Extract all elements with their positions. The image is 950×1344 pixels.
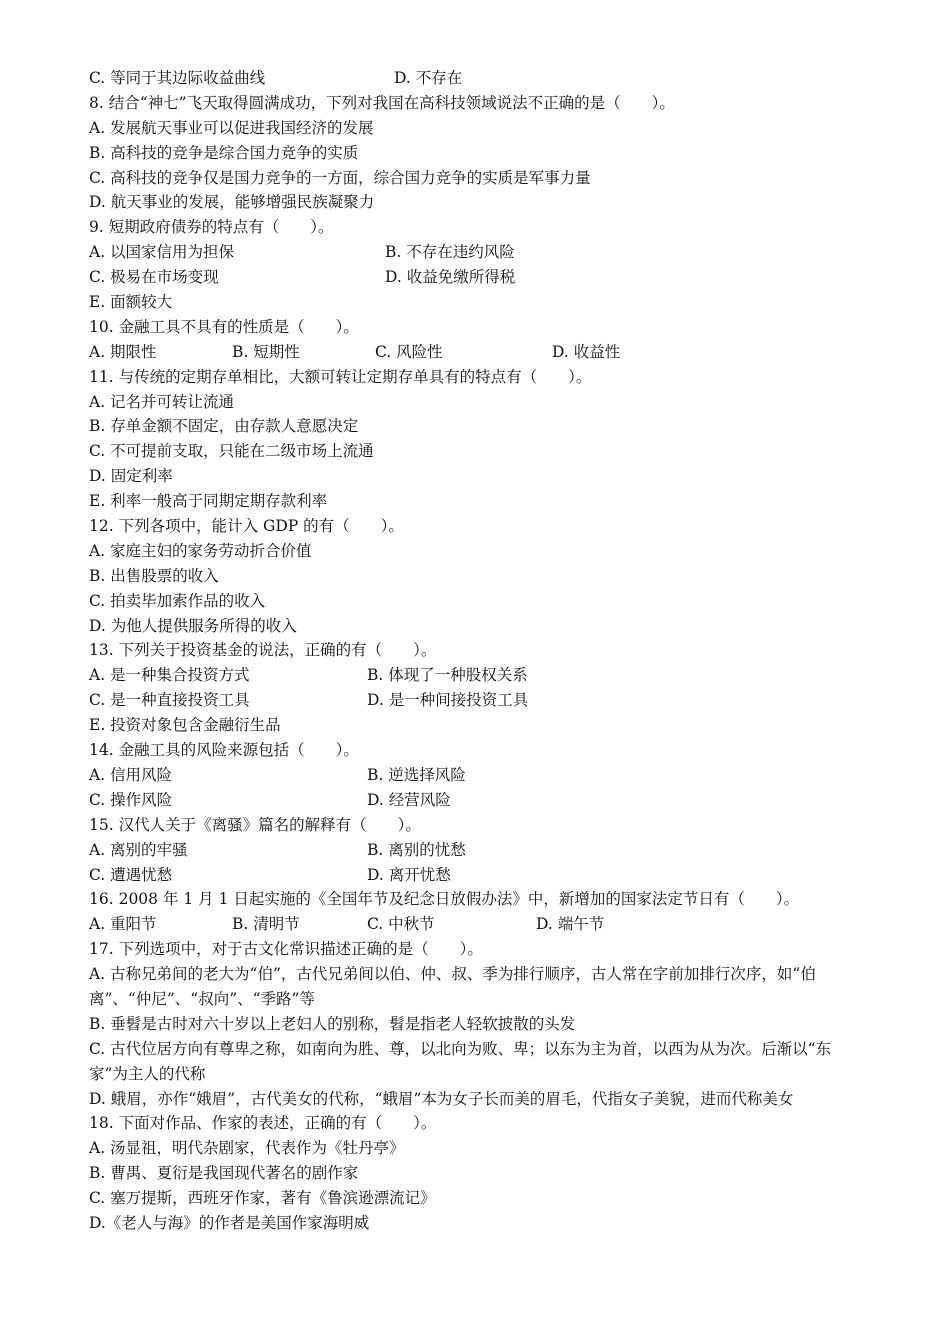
option-a: A. 信用风险 bbox=[89, 765, 173, 784]
option-d: D. 蛾眉，亦作“娥眉”，古代美女的代称，“蛾眉”本为女子长而美的眉毛，代指女子美貌，进而代称美女 bbox=[89, 1089, 794, 1108]
option-d: D.《老人与海》的作者是美国作家海明威 bbox=[89, 1214, 370, 1233]
question-9-options-cd bbox=[89, 265, 869, 290]
question-16: 16. 2008 年 1 月 1 日起实施的《全国年节及纪念日放假办法》中，新增加的国家法定节日有（ ）。 bbox=[89, 890, 800, 909]
option-a: A. 发展航天事业可以促进我国经济的发展 bbox=[89, 118, 374, 137]
option-d: D. 固定利率 bbox=[89, 467, 173, 486]
option-b: B. 存单金额不固定，由存款人意愿决定 bbox=[89, 417, 359, 436]
option-d: D. 是一种间接投资工具 bbox=[367, 691, 529, 710]
question-14: 14. 金融工具的风险来源包括（ ）。 bbox=[89, 741, 359, 760]
option-a: A. 记名并可转让流通 bbox=[89, 392, 235, 411]
option-b: B. 高科技的竞争是综合国力竞争的实质 bbox=[89, 143, 359, 162]
option-c: C. 操作风险 bbox=[89, 790, 173, 809]
question-18: 18. 下面对作品、作家的表述，正确的有（ ）。 bbox=[89, 1114, 437, 1133]
option-c: C. 塞万提斯，西班牙作家，著有《鲁滨逊漂流记》 bbox=[89, 1189, 436, 1208]
option-a: A. 家庭主妇的家务劳动折合价值 bbox=[89, 541, 312, 560]
question-16-options bbox=[89, 912, 869, 937]
option-b: B. 出售股票的收入 bbox=[89, 566, 219, 585]
option-d: D. 经营风险 bbox=[367, 790, 451, 809]
option-d: D. 为他人提供服务所得的收入 bbox=[89, 616, 297, 635]
document-page bbox=[89, 66, 869, 1236]
option-d: D. 不存在 bbox=[394, 69, 463, 87]
question-9-options-ab bbox=[89, 240, 869, 265]
question-17: 17. 下列选项中，对于古文化常识描述正确的是（ ）。 bbox=[89, 940, 483, 959]
question-15-options-ab bbox=[89, 838, 869, 863]
question-13: 13. 下列关于投资基金的说法，正确的有（ ）。 bbox=[89, 641, 437, 660]
option-b: B. 清明节 bbox=[232, 915, 300, 934]
option-e: E. 投资对象包含金融衍生品 bbox=[89, 716, 281, 735]
option-a: A. 离别的牢骚 bbox=[89, 840, 188, 859]
option-c: C. 极易在市场变现 bbox=[89, 268, 219, 287]
option-b: B. 曹禺、夏衍是我国现代著名的剧作家 bbox=[89, 1164, 359, 1183]
option-a: A. 重阳节 bbox=[89, 915, 157, 934]
option-b: B. 逆选择风险 bbox=[367, 765, 466, 784]
option-b: B. 短期性 bbox=[232, 342, 300, 361]
question-9: 9. 短期政府债券的特点有（ ）。 bbox=[89, 218, 334, 237]
option-d: D. 收益性 bbox=[552, 342, 621, 361]
question-15-options-cd bbox=[89, 863, 869, 888]
option-e: E. 面额较大 bbox=[89, 293, 173, 312]
option-b: B. 体现了一种股权关系 bbox=[367, 666, 528, 685]
question-15: 15. 汉代人关于《离骚》篇名的解释有（ ）。 bbox=[89, 815, 421, 834]
option-c: C. 高科技的竞争仅是国力竞争的一方面，综合国力竞争的实质是军事力量 bbox=[89, 168, 591, 187]
question-13-options-ab bbox=[89, 663, 869, 688]
option-c: C. 是一种直接投资工具 bbox=[89, 691, 250, 710]
option-d: D. 离开忧愁 bbox=[367, 865, 451, 884]
option-a: A. 期限性 bbox=[89, 342, 157, 361]
question-14-options-cd bbox=[89, 788, 869, 813]
option-b: B. 离别的忧愁 bbox=[367, 840, 466, 859]
option-a: A. 古称兄弟间的老大为“伯”，古代兄弟间以伯、仲、叔、季为排行顺序，古人常在字前加排行次序，如“伯离”、“仲尼”、“叔向”、“季路”等 bbox=[89, 965, 816, 1008]
question-11: 11. 与传统的定期存单相比，大额可转让定期存单具有的特点有（ ）。 bbox=[89, 367, 592, 386]
question-10: 10. 金融工具不具有的性质是（ ）。 bbox=[89, 317, 359, 336]
option-c: C. 中秋节 bbox=[367, 915, 435, 934]
option-e: E. 利率一般高于同期定期存款利率 bbox=[89, 492, 328, 511]
option-c: C. 等同于其边际收益曲线 bbox=[89, 69, 266, 87]
option-c: C. 古代位居方向有尊卑之称，如南向为胜、尊，以北向为败、卑；以东为主为首，以西为从为次。后渐以“东家”为主人的代称 bbox=[89, 1039, 832, 1083]
question-14-options-ab bbox=[89, 763, 869, 788]
question-7-options bbox=[89, 66, 869, 91]
option-b: B. 不存在违约风险 bbox=[385, 243, 515, 262]
option-a: A. 汤显祖，明代杂剧家，代表作为《牡丹亭》 bbox=[89, 1139, 405, 1158]
question-12: 12. 下列各项中，能计入 GDP 的有（ ）。 bbox=[89, 517, 404, 536]
option-d: D. 收益免缴所得税 bbox=[385, 268, 516, 287]
option-d: D. 航天事业的发展，能够增强民族凝聚力 bbox=[89, 193, 375, 212]
question-13-options-cd bbox=[89, 688, 869, 713]
question-8: 8. 结合“神七”飞天取得圆满成功，下列对我国在高科技领域说法不正确的是（ ）。 bbox=[89, 93, 675, 112]
option-a: A. 以国家信用为担保 bbox=[89, 243, 235, 262]
question-10-options bbox=[89, 340, 869, 365]
option-c: C. 风险性 bbox=[375, 342, 443, 361]
option-c: C. 遭遇忧愁 bbox=[89, 865, 173, 884]
option-d: D. 端午节 bbox=[536, 915, 605, 934]
option-c: C. 拍卖毕加索作品的收入 bbox=[89, 591, 266, 610]
option-a: A. 是一种集合投资方式 bbox=[89, 666, 250, 685]
option-c: C. 不可提前支取，只能在二级市场上流通 bbox=[89, 442, 374, 461]
option-b: B. 垂髫是古时对六十岁以上老妇人的别称，髫是指老人轻软披散的头发 bbox=[89, 1014, 576, 1033]
